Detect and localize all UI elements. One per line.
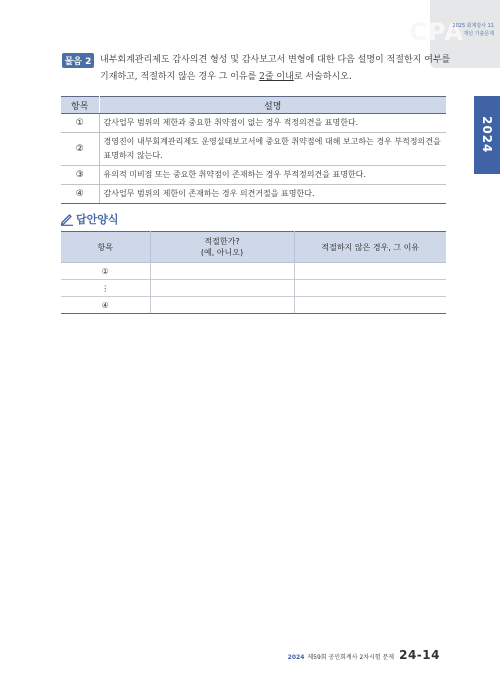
question-text xyxy=(62,52,452,86)
answer-row-number: ④ xyxy=(61,297,150,314)
table-row xyxy=(61,114,446,133)
footer-exam-title: 제59회 공인회계사 2차시험 문제 xyxy=(307,654,395,661)
header-appropriate xyxy=(150,232,294,263)
row-number: ④ xyxy=(61,185,99,204)
page-footer xyxy=(288,648,440,662)
answer-cell-appropriate xyxy=(150,280,294,297)
answer-cell-appropriate xyxy=(150,263,294,280)
corner-book-title: 2025 회계감사 11개년 기출문제 xyxy=(452,23,494,37)
year-side-tab xyxy=(474,96,500,174)
question-text-underlined: 2줄 이내 xyxy=(259,72,294,82)
header-appropriate-line1: 적절한가? xyxy=(204,237,240,246)
row-number: ① xyxy=(61,114,99,133)
table-row xyxy=(61,297,446,314)
row-description: 유의적 미비점 또는 중요한 취약점이 존재하는 경우 부적정의견을 표명한다. xyxy=(99,166,446,185)
answer-cell-reason xyxy=(294,263,446,280)
header-item: 항목 xyxy=(61,97,99,114)
row-description: 감사업무 범위의 제한과 중요한 취약점이 없는 경우 적정의견을 표명한다. xyxy=(99,114,446,133)
question-text-after: 로 서술하시오. xyxy=(293,72,352,82)
answer-row-number: ① xyxy=(61,263,150,280)
table-header-row xyxy=(61,232,446,263)
table-row xyxy=(61,185,446,204)
statements-table xyxy=(61,96,446,204)
row-description: 경영진이 내부회계관리제도 운영실태보고서에 중요한 취약점에 대해 보고하는 경우 부적정의견을 표명하지 않는다. xyxy=(99,133,446,166)
question-badge: 물음 2 xyxy=(62,53,94,68)
header-reason: 적절하지 않은 경우, 그 이유 xyxy=(294,232,446,263)
year-tab-label: 2024 xyxy=(480,116,494,154)
table-header-row xyxy=(61,97,446,114)
footer-year: 2024 xyxy=(287,654,305,661)
pencil-icon xyxy=(60,212,74,226)
table-row xyxy=(61,166,446,185)
row-number: ② xyxy=(61,133,99,166)
answer-cell-reason xyxy=(294,280,446,297)
question-block xyxy=(62,52,452,86)
header-item: 항목 xyxy=(61,232,150,263)
page-number: 24-14 xyxy=(399,648,440,662)
answer-format-heading xyxy=(60,211,119,227)
header-description: 설명 xyxy=(99,97,446,114)
answer-heading-label: 답안양식 xyxy=(76,213,119,226)
question-text-before: 내부회계관리제도 감사의견 형성 및 감사보고서 변형에 대한 다음 설명이 적절한지 여부를 기재하고, 적절하지 않은 경우 그 이유를 xyxy=(100,55,451,82)
answer-cell-appropriate xyxy=(150,297,294,314)
answer-table xyxy=(61,231,446,314)
table-row xyxy=(61,280,446,297)
answer-cell-reason xyxy=(294,297,446,314)
answer-row-number: ⋮ xyxy=(61,280,150,297)
row-description: 감사업무 범위의 제한이 존재하는 경우 의견거절을 표명한다. xyxy=(99,185,446,204)
header-appropriate-line2: (예, 아니오) xyxy=(200,248,244,257)
table-row xyxy=(61,263,446,280)
corner-brand-text: CPA xyxy=(409,18,464,46)
table-row xyxy=(61,133,446,166)
row-number: ③ xyxy=(61,166,99,185)
